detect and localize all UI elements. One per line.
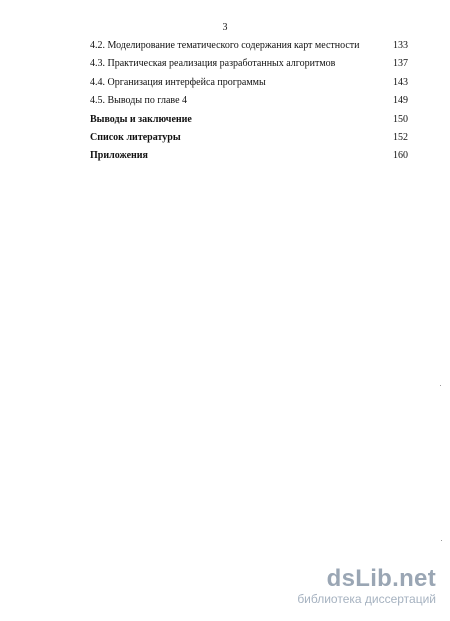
toc-entry-title: Список литературы xyxy=(90,131,181,143)
toc-entry-page: 133 xyxy=(393,40,408,51)
toc-row xyxy=(90,95,408,113)
toc-row xyxy=(90,132,408,150)
table-of-contents xyxy=(90,40,408,169)
toc-entry-title: 4.4. Организация интерфейса программы xyxy=(90,76,266,88)
scan-speck xyxy=(440,385,441,386)
toc-row xyxy=(90,114,408,132)
toc-entry-page: 150 xyxy=(393,113,408,125)
watermark-logo-net: .net xyxy=(392,565,436,592)
watermark-logo-ds: ds xyxy=(326,565,356,592)
toc-entry-page: 143 xyxy=(393,76,408,88)
page-number: 3 xyxy=(222,22,228,33)
toc-row xyxy=(90,40,408,58)
toc-entry-title: 4.3. Практическая реализация разработанных алгоритмов xyxy=(90,58,336,70)
toc-entry-page: 149 xyxy=(393,95,408,107)
watermark-logo-lib: Lib xyxy=(355,565,393,592)
watermark-logo xyxy=(246,566,436,592)
toc-entry-title: Выводы и заключение xyxy=(90,113,192,125)
watermark-tagline: библиотека диссертаций xyxy=(297,592,436,606)
toc-entry-page: 160 xyxy=(393,150,408,162)
scan-speck xyxy=(441,540,442,541)
dslib-watermark xyxy=(246,566,436,607)
toc-entry-title: 4.2. Моделирование тематического содержания карт местности xyxy=(90,40,360,51)
toc-entry-page: 152 xyxy=(393,131,408,143)
toc-row xyxy=(90,58,408,76)
toc-entry-page: 137 xyxy=(393,58,408,70)
toc-entry-title: Приложения xyxy=(90,150,148,162)
toc-entry-title: 4.5. Выводы по главе 4 xyxy=(90,95,188,107)
toc-row xyxy=(90,150,408,168)
toc-row xyxy=(90,77,408,95)
